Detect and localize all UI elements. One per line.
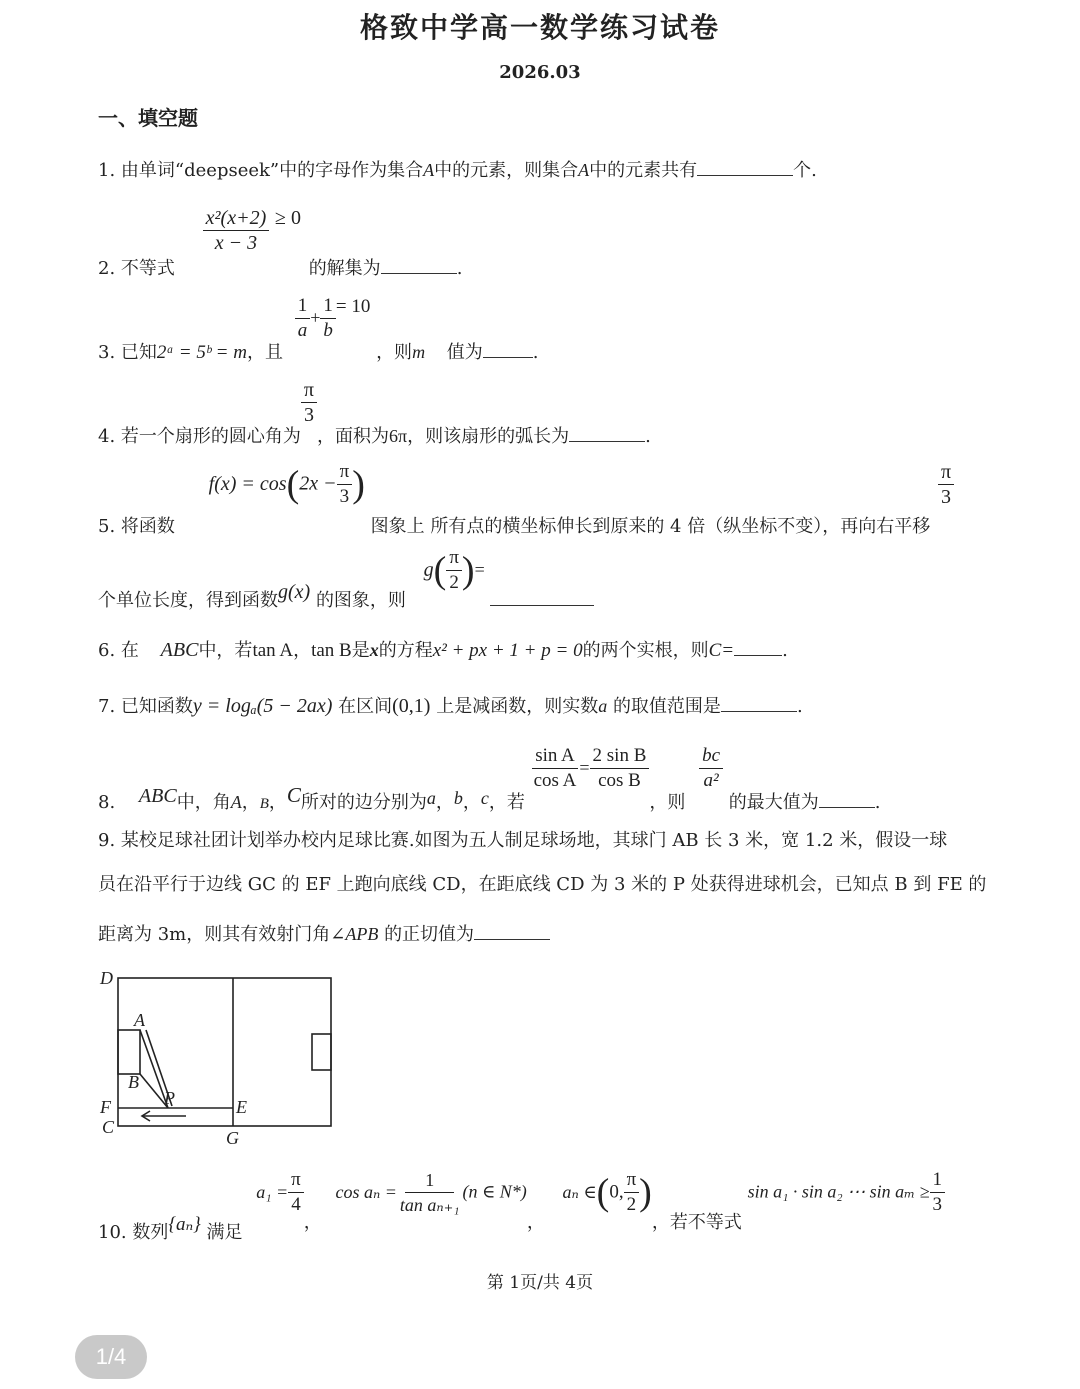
page-indicator[interactable]: 1/4 bbox=[75, 1335, 147, 1379]
question-7: 7. 已知函数y = logₐ(5 − 2ax) 在区间(0,1) 上是减函数，则实数a 的取值范围是 . bbox=[98, 695, 803, 717]
label-E: E bbox=[236, 1097, 247, 1117]
label-A: A bbox=[134, 1010, 145, 1030]
answer-blank bbox=[483, 339, 533, 358]
exam-date: 2026.03 bbox=[499, 62, 581, 83]
answer-blank bbox=[381, 255, 457, 274]
answer-blank bbox=[697, 157, 793, 176]
question-3: 3. 已知2ᵃ = 5ᵇ = m，且 $\frac{1}{a}$ + $\frac{1}{b}$ = 10 ，则m 值为 . bbox=[98, 295, 539, 363]
label-B: B bbox=[128, 1072, 139, 1092]
answer-blank bbox=[734, 637, 782, 656]
label-C: C bbox=[102, 1117, 115, 1137]
section-heading: 一、填空题 bbox=[98, 106, 198, 130]
field-boundary bbox=[118, 978, 331, 1126]
left-goal-area bbox=[118, 1030, 140, 1074]
answer-blank bbox=[721, 693, 797, 712]
label-G: G bbox=[226, 1128, 239, 1148]
question-6: 6. 在 ABC中，若tan A，tan B是x的方程x² + px + 1 + p = 0的两个实根，则C= . bbox=[98, 639, 788, 661]
question-9-line-2: 员在沿平行于边线 GC 的 EF 上跑向底线 CD，在距底线 CD 为 3 米的 P 处获得进球机会，已知点 B 到 FE 的 bbox=[98, 874, 987, 895]
question-8: 8. ABC中，角A，$_B$，C所对的边分别为a，b，c，若 $\frac{\text{sin A}}{\text{cos A}}$ = $\frac{\text{2 sin B}}{\text{cos B}}$ ，则 $\frac{bc}{\text{a²}}$ 的最大值为 . bbox=[98, 745, 881, 813]
answer-blank bbox=[474, 921, 550, 940]
right-goal-area bbox=[312, 1034, 331, 1070]
question-9-line-1: 9. 某校足球社团计划举办校内足球比赛.如图为五人制足球场地，其球门 AB 长 3 米，宽 1.2 米，假设一球 bbox=[98, 830, 948, 851]
question-9-line-3: 距离为 3m，则其有效射门角∠APB 的正切值为 bbox=[98, 920, 550, 946]
label-D: D bbox=[100, 968, 113, 988]
question-5: 5. 将函数 f(x) = cos(2x − $\frac{\pi}{3}$ ) 图象上 所有点的横坐标伸长到原来的 4 倍（纵坐标不变），再向右平移 $\frac{\pi}{3}$ bbox=[98, 460, 954, 509]
page-footer: 第 1页/共 4页 bbox=[486, 1273, 594, 1293]
answer-blank bbox=[490, 587, 594, 606]
question-5-cont: 个单位长度，得到函数g(x) 的图象，则 g( $\frac{\pi}{2}$ )= bbox=[98, 546, 594, 595]
question-10: 10. 数列{aₙ} 满足 a₁ = $\frac{\pi}{4}$ ， cos aₙ = $\frac{1}{\text{tan aₙ₊₁}}$ (n ∈ N*)， aₙ ∈(0, $\frac{\pi}{2}$ )，若不等式 sin a₁ · sin a₂ ⋯ sin aₘ ≥ $\frac{1}{3}$ bbox=[98, 1168, 945, 1217]
label-F: F bbox=[100, 1097, 111, 1117]
answer-blank bbox=[819, 789, 875, 808]
question-4: 4. 若一个扇形的圆心角为 $\frac{\pi}{3}$ ，面积为6π，则该扇形的弧长为 . bbox=[98, 379, 651, 447]
exam-title: 格致中学高一数学练习试卷 bbox=[359, 11, 720, 44]
inequality-fraction: $\frac{\text{x²(x+2)}}{x - 3}$ bbox=[203, 206, 270, 255]
label-P: P bbox=[164, 1088, 175, 1108]
soccer-field-figure bbox=[90, 960, 350, 1160]
question-1: 1. 由单词“deepseek”中的字母作为集合A中的元素，则集合A中的元素共有 个. bbox=[98, 156, 817, 182]
question-2: 2. 不等式 $\frac{\text{x²(x+2)}}{x - 3}$ ≥ 0 的解集为 . bbox=[98, 206, 463, 279]
answer-blank bbox=[569, 423, 645, 442]
